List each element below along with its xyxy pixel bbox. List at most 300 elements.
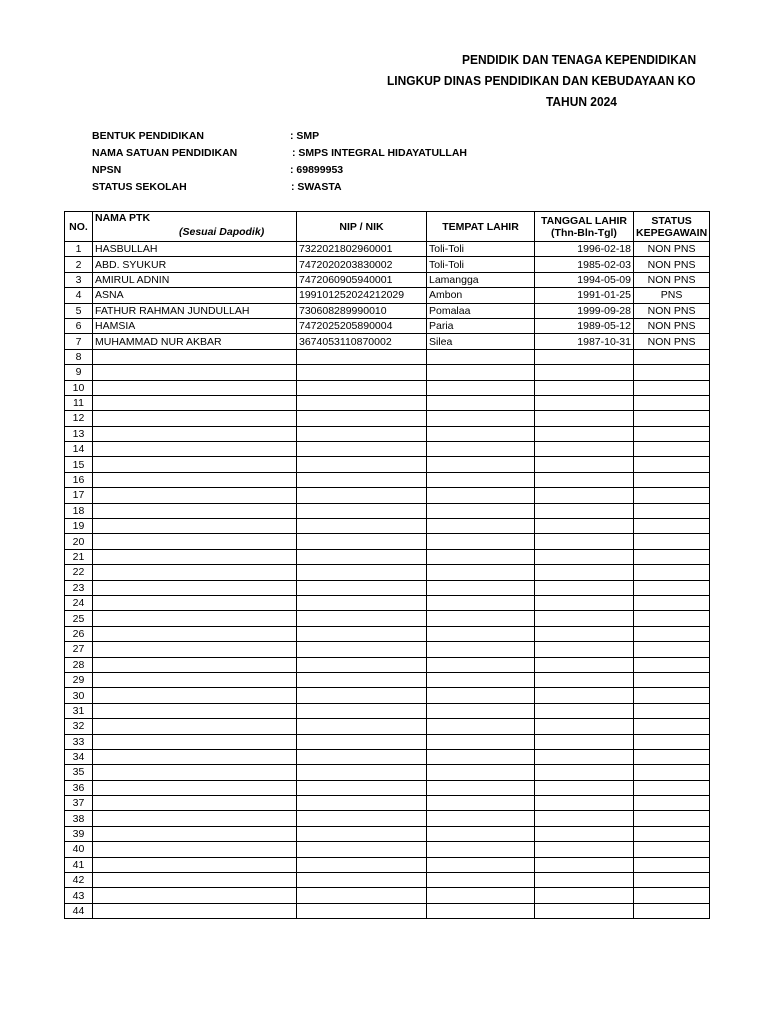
header-no: NO. [65, 212, 93, 242]
cell-no: 5 [65, 303, 93, 318]
cell-status: NON PNS [634, 334, 710, 349]
cell-tanggal [535, 826, 634, 841]
cell-no: 37 [65, 796, 93, 811]
cell-name [93, 457, 297, 472]
cell-name [93, 411, 297, 426]
cell-tanggal [535, 365, 634, 380]
cell-tanggal: 1989-05-12 [535, 318, 634, 333]
cell-no: 39 [65, 826, 93, 841]
table-row [65, 857, 710, 872]
cell-tanggal [535, 796, 634, 811]
header-line-2: LINGKUP DINAS PENDIDIKAN DAN KEBUDAYAAN KO [387, 73, 696, 88]
cell-nip [297, 472, 427, 487]
cell-name [93, 749, 297, 764]
table-row [65, 734, 710, 749]
cell-status: NON PNS [634, 272, 710, 287]
cell-no: 43 [65, 888, 93, 903]
table-row [65, 811, 710, 826]
cell-nip [297, 519, 427, 534]
cell-no: 7 [65, 334, 93, 349]
cell-name [93, 796, 297, 811]
table-row [65, 380, 710, 395]
cell-tempat [427, 903, 535, 918]
cell-tanggal [535, 595, 634, 610]
cell-nip [297, 873, 427, 888]
cell-tempat [427, 703, 535, 718]
table-row [65, 488, 710, 503]
cell-nip: 199101252024212029 [297, 288, 427, 303]
cell-tempat [427, 472, 535, 487]
cell-nip: 7322021802960001 [297, 242, 427, 257]
table-row [65, 303, 710, 318]
cell-name [93, 688, 297, 703]
cell-no: 35 [65, 765, 93, 780]
cell-nip [297, 657, 427, 672]
cell-status [634, 488, 710, 503]
cell-nip [297, 796, 427, 811]
cell-tempat [427, 842, 535, 857]
cell-nip [297, 426, 427, 441]
cell-tanggal [535, 565, 634, 580]
cell-tanggal [535, 811, 634, 826]
cell-nip [297, 765, 427, 780]
table-row [65, 395, 710, 410]
table-row [65, 411, 710, 426]
cell-tanggal [535, 395, 634, 410]
table-row [65, 611, 710, 626]
info-value: : SMPS INTEGRAL HIDAYATULLAH [292, 147, 468, 159]
cell-name [93, 703, 297, 718]
cell-tanggal [535, 734, 634, 749]
cell-nip [297, 503, 427, 518]
table-row [65, 903, 710, 918]
cell-tempat [427, 565, 535, 580]
cell-tempat [427, 796, 535, 811]
cell-status [634, 349, 710, 364]
info-label: NAMA SATUAN PENDIDIKAN [92, 147, 238, 159]
cell-no: 23 [65, 580, 93, 595]
cell-name: MUHAMMAD NUR AKBAR [93, 334, 297, 349]
cell-name [93, 595, 297, 610]
cell-no: 21 [65, 549, 93, 564]
cell-status [634, 719, 710, 734]
cell-status [634, 595, 710, 610]
cell-no: 29 [65, 672, 93, 687]
cell-no: 16 [65, 472, 93, 487]
table-row [65, 519, 710, 534]
cell-tanggal [535, 657, 634, 672]
cell-no: 40 [65, 842, 93, 857]
table-row [65, 549, 710, 564]
cell-status [634, 457, 710, 472]
cell-tempat [427, 365, 535, 380]
document-header [0, 0, 705, 130]
cell-no: 11 [65, 395, 93, 410]
cell-name [93, 888, 297, 903]
cell-tanggal [535, 534, 634, 549]
cell-tanggal: 1994-05-09 [535, 272, 634, 287]
cell-tanggal: 1996-02-18 [535, 242, 634, 257]
cell-tempat [427, 749, 535, 764]
cell-name: HAMSIA [93, 318, 297, 333]
table-row [65, 719, 710, 734]
cell-tempat: Toli-Toli [427, 257, 535, 272]
cell-tempat [427, 349, 535, 364]
cell-no: 36 [65, 780, 93, 795]
cell-no: 32 [65, 719, 93, 734]
cell-no: 3 [65, 272, 93, 287]
cell-status: NON PNS [634, 318, 710, 333]
cell-status: PNS [634, 288, 710, 303]
cell-status [634, 534, 710, 549]
cell-tempat [427, 549, 535, 564]
info-value: : SWASTA [291, 181, 342, 193]
cell-tanggal [535, 519, 634, 534]
info-label: NPSN [92, 164, 122, 176]
cell-tempat [427, 426, 535, 441]
table-row [65, 703, 710, 718]
cell-status [634, 442, 710, 457]
cell-name [93, 488, 297, 503]
cell-tanggal [535, 903, 634, 918]
table-row [65, 672, 710, 687]
cell-tempat [427, 395, 535, 410]
cell-tempat [427, 411, 535, 426]
cell-nip [297, 626, 427, 641]
cell-name [93, 873, 297, 888]
cell-tempat [427, 888, 535, 903]
cell-name: AMIRUL ADNIN [93, 272, 297, 287]
cell-name [93, 811, 297, 826]
cell-name [93, 472, 297, 487]
cell-no: 10 [65, 380, 93, 395]
cell-no: 1 [65, 242, 93, 257]
cell-nip: 7472060905940001 [297, 272, 427, 287]
cell-status: NON PNS [634, 257, 710, 272]
table-row [65, 457, 710, 472]
cell-tanggal [535, 611, 634, 626]
cell-tempat [427, 534, 535, 549]
cell-tempat: Pomalaa [427, 303, 535, 318]
table-row [65, 334, 710, 349]
cell-tempat [427, 657, 535, 672]
cell-status [634, 749, 710, 764]
cell-tanggal [535, 765, 634, 780]
cell-nip [297, 734, 427, 749]
ptk-table [64, 211, 710, 919]
info-value: : 69899953 [290, 164, 344, 176]
cell-name [93, 857, 297, 872]
cell-name [93, 503, 297, 518]
cell-status [634, 873, 710, 888]
cell-nip [297, 580, 427, 595]
header-tanggal-line-1: TANGGAL LAHIR [541, 214, 627, 227]
cell-tempat [427, 780, 535, 795]
cell-status [634, 796, 710, 811]
cell-no: 42 [65, 873, 93, 888]
cell-status [634, 365, 710, 380]
cell-status [634, 703, 710, 718]
cell-tanggal [535, 642, 634, 657]
cell-tanggal: 1987-10-31 [535, 334, 634, 349]
table-row [65, 257, 710, 272]
info-label: BENTUK PENDIDIKAN [92, 130, 205, 142]
cell-status [634, 426, 710, 441]
cell-tempat: Toli-Toli [427, 242, 535, 257]
cell-tempat [427, 626, 535, 641]
cell-tanggal: 1991-01-25 [535, 288, 634, 303]
cell-name [93, 395, 297, 410]
cell-name [93, 534, 297, 549]
cell-nip [297, 642, 427, 657]
cell-nip: 3674053110870002 [297, 334, 427, 349]
cell-tempat: Lamangga [427, 272, 535, 287]
cell-tempat [427, 857, 535, 872]
cell-status [634, 734, 710, 749]
cell-nip [297, 749, 427, 764]
cell-status [634, 657, 710, 672]
cell-name [93, 842, 297, 857]
cell-name [93, 365, 297, 380]
cell-no: 15 [65, 457, 93, 472]
cell-nip [297, 888, 427, 903]
cell-tempat [427, 488, 535, 503]
cell-nip [297, 565, 427, 580]
table-row [65, 503, 710, 518]
cell-tanggal [535, 688, 634, 703]
header-status [634, 212, 710, 242]
cell-tanggal: 1985-02-03 [535, 257, 634, 272]
cell-no: 41 [65, 857, 93, 872]
cell-nip [297, 672, 427, 687]
cell-name: ABD. SYUKUR [93, 257, 297, 272]
table-row [65, 842, 710, 857]
cell-name [93, 826, 297, 841]
cell-tanggal [535, 703, 634, 718]
header-tanggal-line-2: (Thn-Bln-Tgl) [551, 226, 617, 239]
cell-name [93, 349, 297, 364]
cell-nip [297, 534, 427, 549]
cell-tempat [427, 811, 535, 826]
cell-no: 13 [65, 426, 93, 441]
cell-tanggal [535, 426, 634, 441]
cell-nip [297, 365, 427, 380]
cell-status [634, 811, 710, 826]
cell-nip [297, 349, 427, 364]
cell-name: FATHUR RAHMAN JUNDULLAH [93, 303, 297, 318]
cell-no: 6 [65, 318, 93, 333]
cell-no: 12 [65, 411, 93, 426]
cell-tempat [427, 442, 535, 457]
cell-tanggal [535, 380, 634, 395]
cell-nip: 7472020203830002 [297, 257, 427, 272]
table-row [65, 318, 710, 333]
cell-no: 28 [65, 657, 93, 672]
table-row [65, 657, 710, 672]
cell-tempat: Ambon [427, 288, 535, 303]
table-row [65, 765, 710, 780]
cell-nip [297, 826, 427, 841]
cell-tempat [427, 642, 535, 657]
cell-tanggal [535, 549, 634, 564]
cell-status [634, 472, 710, 487]
table-row [65, 780, 710, 795]
cell-nip [297, 842, 427, 857]
cell-tempat [427, 611, 535, 626]
cell-name [93, 611, 297, 626]
cell-tanggal [535, 503, 634, 518]
cell-tempat [427, 519, 535, 534]
table-row [65, 626, 710, 641]
cell-name [93, 580, 297, 595]
cell-nip [297, 442, 427, 457]
header-line-1: PENDIDIK DAN TENAGA KEPENDIDIKAN [462, 52, 697, 67]
cell-no: 22 [65, 565, 93, 580]
cell-tanggal [535, 626, 634, 641]
cell-tanggal [535, 349, 634, 364]
cell-nip: 7472025205890004 [297, 318, 427, 333]
cell-no: 34 [65, 749, 93, 764]
cell-tanggal [535, 672, 634, 687]
cell-nip [297, 488, 427, 503]
cell-tempat: Paria [427, 318, 535, 333]
table-row [65, 534, 710, 549]
header-name [93, 212, 297, 242]
table-row [65, 826, 710, 841]
cell-tanggal [535, 472, 634, 487]
header-status-line-2: KEPEGAWAIN [636, 226, 708, 239]
cell-tanggal [535, 857, 634, 872]
table-row [65, 796, 710, 811]
header-line-3: TAHUN 2024 [546, 94, 617, 109]
cell-tanggal [535, 842, 634, 857]
cell-tempat [427, 503, 535, 518]
cell-nip [297, 719, 427, 734]
cell-tanggal [535, 442, 634, 457]
cell-nip [297, 780, 427, 795]
cell-nip: 730608289990010 [297, 303, 427, 318]
table-row [65, 749, 710, 764]
cell-nip [297, 411, 427, 426]
header-tempat: TEMPAT LAHIR [427, 212, 535, 242]
cell-status [634, 888, 710, 903]
cell-name [93, 765, 297, 780]
cell-name [93, 380, 297, 395]
table-row [65, 442, 710, 457]
cell-no: 18 [65, 503, 93, 518]
cell-tempat [427, 826, 535, 841]
cell-tempat [427, 457, 535, 472]
cell-status [634, 611, 710, 626]
cell-no: 24 [65, 595, 93, 610]
cell-no: 44 [65, 903, 93, 918]
cell-tempat [427, 734, 535, 749]
cell-status [634, 688, 710, 703]
cell-nip [297, 857, 427, 872]
cell-status [634, 380, 710, 395]
cell-name [93, 734, 297, 749]
cell-no: 27 [65, 642, 93, 657]
cell-name [93, 719, 297, 734]
cell-status [634, 857, 710, 872]
table-row [65, 242, 710, 257]
table-row [65, 873, 710, 888]
cell-tanggal [535, 780, 634, 795]
cell-name [93, 780, 297, 795]
cell-status [634, 519, 710, 534]
cell-status: NON PNS [634, 303, 710, 318]
cell-no: 2 [65, 257, 93, 272]
cell-no: 38 [65, 811, 93, 826]
cell-status [634, 642, 710, 657]
info-value: : SMP [290, 130, 320, 142]
cell-status [634, 626, 710, 641]
table-row [65, 580, 710, 595]
table-row [65, 688, 710, 703]
cell-tanggal [535, 873, 634, 888]
cell-nip [297, 380, 427, 395]
cell-name: ASNA [93, 288, 297, 303]
cell-no: 30 [65, 688, 93, 703]
cell-tempat: Silea [427, 334, 535, 349]
cell-tempat [427, 719, 535, 734]
cell-tanggal [535, 719, 634, 734]
cell-name [93, 672, 297, 687]
table-row [65, 426, 710, 441]
table-row [65, 349, 710, 364]
header-name-sub: (Sesuai Dapodik) [179, 226, 265, 238]
cell-nip [297, 611, 427, 626]
cell-no: 9 [65, 365, 93, 380]
cell-nip [297, 688, 427, 703]
table-row [65, 642, 710, 657]
cell-nip [297, 549, 427, 564]
cell-no: 26 [65, 626, 93, 641]
cell-nip [297, 811, 427, 826]
cell-tanggal [535, 580, 634, 595]
cell-name [93, 642, 297, 657]
cell-status [634, 395, 710, 410]
cell-tanggal [535, 457, 634, 472]
cell-tempat [427, 873, 535, 888]
info-label: STATUS SEKOLAH [92, 181, 187, 193]
cell-name [93, 426, 297, 441]
cell-status [634, 842, 710, 857]
cell-no: 19 [65, 519, 93, 534]
cell-status [634, 903, 710, 918]
header-name-label: NAMA PTK [95, 212, 151, 224]
cell-name [93, 657, 297, 672]
cell-tanggal: 1999-09-28 [535, 303, 634, 318]
cell-status [634, 503, 710, 518]
table-header-row [65, 212, 710, 242]
cell-nip [297, 395, 427, 410]
cell-name [93, 626, 297, 641]
cell-nip [297, 903, 427, 918]
cell-tempat [427, 595, 535, 610]
cell-no: 33 [65, 734, 93, 749]
cell-status [634, 826, 710, 841]
cell-status [634, 565, 710, 580]
cell-no: 20 [65, 534, 93, 549]
cell-tempat [427, 580, 535, 595]
cell-status [634, 549, 710, 564]
cell-tempat [427, 672, 535, 687]
header-tanggal [535, 212, 634, 242]
cell-no: 14 [65, 442, 93, 457]
table-body [65, 242, 710, 919]
cell-status [634, 672, 710, 687]
